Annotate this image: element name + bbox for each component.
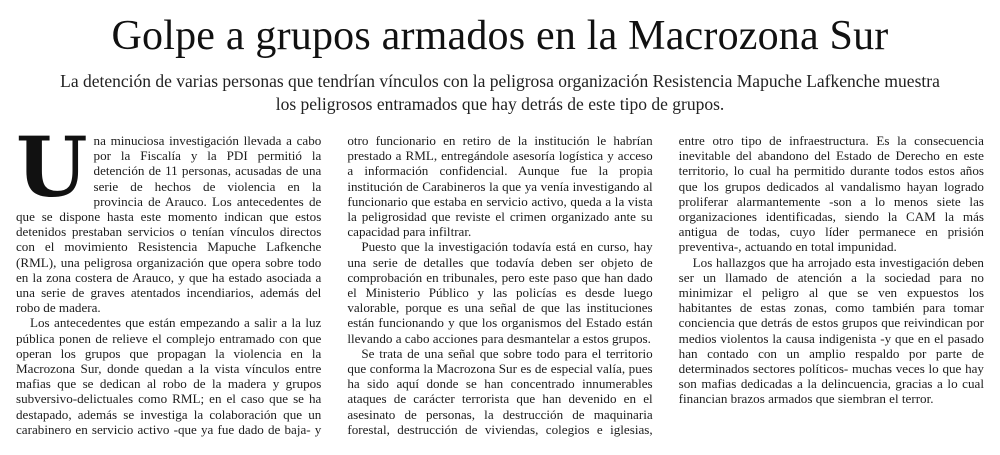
paragraph-1 bbox=[16, 120, 322, 316]
paragraph-1-text: na minuciosa investigación llevada a cabo por la Fiscalía y la PDI permitió la detención de 11 personas, acusadas de una serie de hechos de violencia en la provincia de Arauco. Los antecedentes de que se dispone hasta este momento indican que estos detenidos prestaban servicios o tenían vínculos directos con el movimiento Resistencia Mapuche Lafkenche (RML), una peligrosa organización que opera sobre todo en la zona costera de Arauco, y que ha estado asociada a una serie de graves atentados incendiarios, además del robo de madera. bbox=[16, 133, 322, 316]
paragraph-4: Se trata de una señal que sobre todo para el territorio que conforma la Macrozona Sur es de especial valía, pues ha sido aquí donde se han concentrado innumerables ataques de carácter terrorista que han devenido en el asesinato de personas, la destrucción de maquinaria forestal, destrucción de viviendas, colegios e iglesias, entre otro tipo de infraestructura. Es la consecuencia inevitable del abandono del Estado de Derecho en este territorio, lo cual ha permitido durante todos estos años que los grupos dedicados al vandalismo hayan logrado proliferar alarmantemente -son a lo menos siete las organizaciones identificadas, siendo la CAM la más antigua de todas, cuyo líder permanece en prisión preventiva-, actuando en total impunidad. bbox=[347, 133, 984, 437]
headline: Golpe a grupos armados en la Macrozona Sur bbox=[111, 13, 889, 59]
deck-subtitle: La detención de varias personas que tendrían vínculos con la peligrosa organización Resistencia Mapuche Lafkenche muestra los peligrosos entramados que hay detrás de este tipo de grupos. bbox=[60, 71, 940, 114]
drop-cap: U bbox=[16, 120, 88, 216]
paragraph-2: Los antecedentes que están empezando a salir a la luz pública ponen de relieve el complejo entramado con que operan los grupos que propagan la violencia en la Macrozona Sur, donde quedan a la vista vínculos entre mafias que se dedican al robo de la madera y grupos subversivo-delictuales como RML; en el caso que se ha destapado, además se investiga la colaboración que un carabinero en servicio activo -que ya fue dado de baja- y otro funcionario en retiro de la institución le habrían prestado a RML, entregándole asesoría logística y acceso a información confidencial. Aunque fue la propia institución de Carabineros la que ya venía investigando al funcionario que estaba en servicio activo, queda a la vista la peligrosidad que reviste el crimen organizado ante su capacidad para infiltrar. bbox=[16, 133, 653, 437]
paragraph-3: Puesto que la investigación todavía está en curso, hay una serie de detalles que todavía deben ser objeto de comprobación en tribunales, pero este paso que han dado el Ministerio Público y las policías es desde luego valorable, porque es una señal de que las instituciones están funcionando y que los organismos del Estado están llevando a cabo acciones para desmantelar a estos grupos. bbox=[347, 239, 653, 346]
paragraph-5: Los hallazgos que ha arrojado esta investigación deben ser un llamado de atención a la sociedad para no minimizar el peligro al que se ven expuestos los habitantes de estas zonas, como también para tomar conciencia que detrás de estos grupos que reivindican por medios violentos la causa indigenista -y que en el pasado han contado con un amplio respaldo por parte de determinados sectores políticos- muchas veces lo que hay son mafias dedicadas a la delincuencia, gracias a lo cual financian brazos armados que siembran el terror. bbox=[678, 254, 984, 407]
article-body bbox=[16, 120, 984, 451]
